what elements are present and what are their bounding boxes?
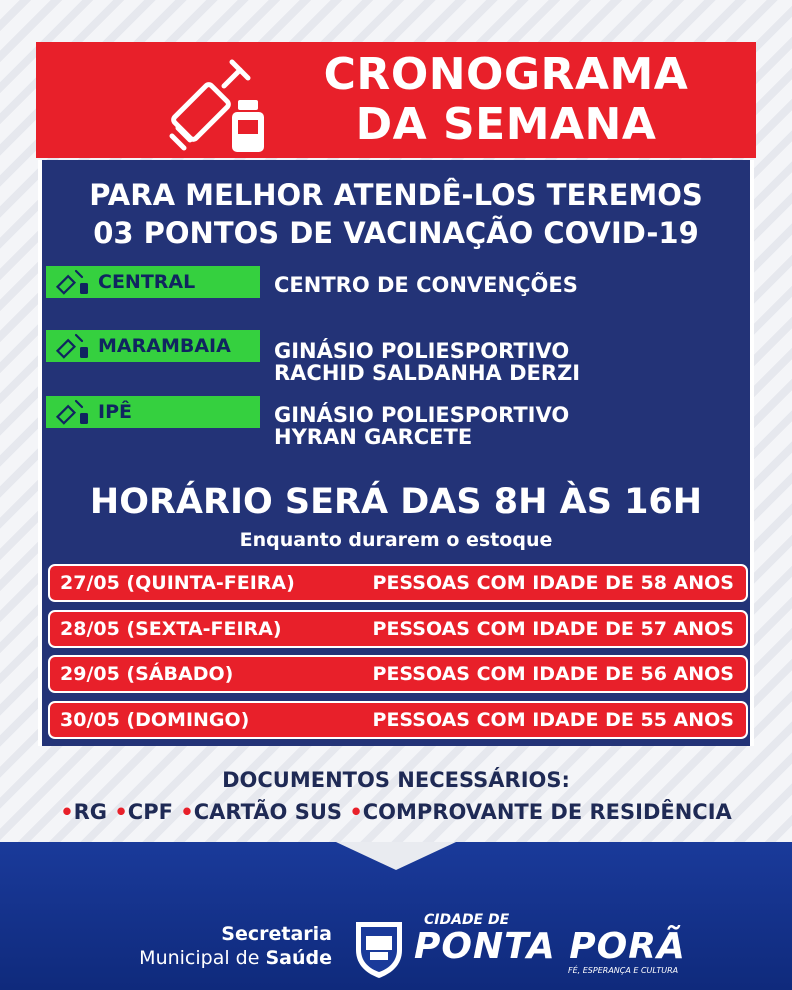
syringe-vial-icon (164, 56, 274, 156)
city-crest-icon (346, 914, 412, 980)
bullet-icon: • (180, 800, 194, 824)
site-place-line-1: CENTRO DE CONVENÇÕES (274, 273, 578, 297)
site-place (274, 340, 580, 384)
vaccine-icon (56, 333, 90, 359)
document-item: CARTÃO SUS (193, 800, 343, 824)
site-place (274, 404, 569, 448)
site-place-line-2: HYRAN GARCETE (274, 425, 473, 449)
schedule-group: PESSOAS COM IDADE DE 58 ANOS (372, 572, 734, 594)
footer-notch (336, 842, 456, 870)
dept-line-2a: Municipal de (139, 947, 266, 969)
bullet-icon: • (60, 800, 74, 824)
schedule-group: PESSOAS COM IDADE DE 56 ANOS (372, 663, 734, 685)
document-item: COMPROVANTE DE RESIDÊNCIA (362, 800, 732, 824)
intro-line-1: PARA MELHOR ATENDÊ-LOS TEREMOS (89, 178, 703, 212)
documents-title: DOCUMENTOS NECESSÁRIOS: (222, 768, 570, 792)
site-tag-label: CENTRAL (98, 271, 196, 293)
schedule-row (48, 610, 748, 648)
schedule-date: 27/05 (QUINTA-FEIRA) (60, 572, 295, 594)
intro-text (42, 176, 750, 252)
site-tag (46, 396, 260, 428)
site-ipe (42, 396, 750, 456)
site-place-line-1: GINÁSIO POLIESPORTIVO (274, 339, 570, 363)
schedule-date: 29/05 (SÁBADO) (60, 663, 234, 685)
stock-note: Enquanto durarem o estoque (239, 529, 553, 551)
document-item: CPF (127, 800, 173, 824)
schedule-row (48, 655, 748, 693)
bullet-icon: • (114, 800, 128, 824)
site-marambaia (42, 330, 750, 390)
documents-list (0, 796, 792, 828)
schedule-row (48, 564, 748, 602)
schedule-group: PESSOAS COM IDADE DE 55 ANOS (372, 709, 734, 731)
schedule-group: PESSOAS COM IDADE DE 57 ANOS (372, 618, 734, 640)
bullet-icon: • (349, 800, 363, 824)
site-place (274, 274, 578, 296)
vaccine-icon (56, 399, 90, 425)
dept-line-1: Secretaria (221, 923, 332, 945)
city-slogan: FÉ, ESPERANÇA E CULTURA (568, 966, 679, 975)
city-prefix: CIDADE DE (424, 912, 510, 928)
schedule-date: 28/05 (SEXTA-FEIRA) (60, 618, 282, 640)
documents-section (0, 764, 792, 828)
dept-line-2 (100, 946, 332, 970)
page-title (286, 50, 726, 150)
header-banner (36, 42, 756, 158)
hours-heading: HORÁRIO SERÁ DAS 8H ÀS 16H (89, 482, 703, 522)
title-line-2: DA SEMANA (355, 99, 657, 150)
schedule-date: 30/05 (DOMINGO) (60, 709, 250, 731)
site-central (42, 266, 750, 326)
intro-line-2: 03 PONTOS DE VACINAÇÃO COVID-19 (93, 216, 699, 250)
title-line-1: CRONOGRAMA (323, 49, 689, 100)
site-tag (46, 266, 260, 298)
health-department-label (100, 922, 332, 970)
city-name: PONTA PORÃ (414, 926, 686, 967)
site-place-line-1: GINÁSIO POLIESPORTIVO (274, 403, 570, 427)
schedule-row (48, 701, 748, 739)
site-tag-label: IPÊ (98, 401, 132, 423)
site-tag (46, 330, 260, 362)
document-item: RG (73, 800, 108, 824)
site-place-line-2: RACHID SALDANHA DERZI (274, 361, 581, 385)
dept-line-2b: Saúde (265, 947, 332, 969)
site-tag-label: MARAMBAIA (98, 335, 231, 357)
main-panel (38, 160, 754, 746)
vaccine-icon (56, 269, 90, 295)
